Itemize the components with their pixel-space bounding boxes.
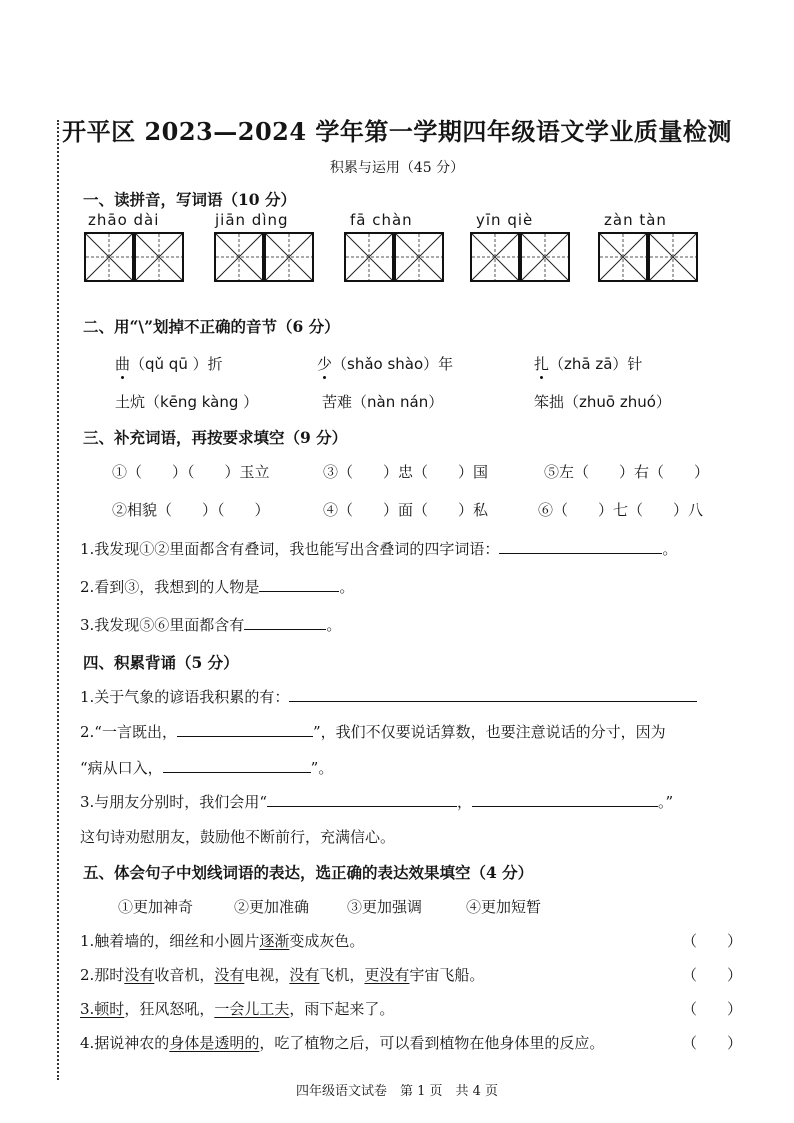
s4-q2-text-a: 2.“一言既出，	[80, 723, 177, 741]
s5-question-4	[80, 1032, 604, 1053]
section-2-heading: 二、用“\”划掉不正确的音节（6 分）	[83, 317, 340, 336]
writing-box[interactable]	[470, 232, 520, 282]
idiom-5[interactable]: ⑤左（ ）右（ ）	[544, 463, 710, 481]
section-3-heading: 三、补充词语，再按要求填空（9 分）	[83, 428, 348, 447]
s2-item-6	[534, 391, 671, 412]
s2-item-4	[115, 391, 258, 412]
writing-box[interactable]	[520, 232, 570, 282]
s3-q3-answer-blank[interactable]	[244, 615, 326, 630]
s4-q3-text-a: 3.与朋友分别时，我们会用“	[80, 793, 267, 811]
writing-box[interactable]	[344, 232, 394, 282]
s2-item-1-options[interactable]: （qǔ qū ）	[130, 355, 208, 373]
section-5-heading: 五、体会句子中划线词语的表达，选正确的表达效果填空（4 分）	[83, 863, 534, 882]
s5-q4-answer-paren[interactable]: （ ）	[682, 1034, 743, 1052]
s4-question-3	[80, 791, 673, 812]
s3-q1-answer-blank[interactable]	[499, 539, 662, 554]
s5-q2-underlined-4: 更没有	[364, 966, 410, 984]
s5-q2-underlined-2: 没有	[214, 966, 245, 984]
s5-q2-underlined-1: 没有	[124, 966, 155, 984]
s4-q2-text-c: “病从口入，	[80, 759, 163, 777]
s5-option-2: ②更加准确	[234, 898, 310, 916]
s5-q3-text-b: ，雨下起来了。	[289, 1000, 395, 1018]
s5-q2-text-a: 2.那时	[80, 966, 125, 984]
s4-q2-text-d: ”。	[310, 759, 334, 777]
s5-q4-text-a: 4.据说神农的	[80, 1034, 170, 1052]
s3-q3-text: 3.我发现⑤⑥里面都含有	[80, 616, 245, 634]
s2-item-2-post: 年	[438, 355, 454, 373]
pinyin-2: jiān dìng	[215, 211, 289, 229]
s2-item-3	[534, 353, 642, 374]
s2-item-1-post: 折	[207, 355, 223, 373]
writing-box[interactable]	[134, 232, 184, 282]
s5-q3-underlined-1: 3.顿时	[80, 1000, 125, 1018]
idiom-4[interactable]: ④（ ）面（ ）私	[323, 501, 489, 519]
s5-q3-answer-paren[interactable]: （ ）	[682, 1000, 743, 1018]
writing-box[interactable]	[264, 232, 314, 282]
s3-q1-end: 。	[662, 540, 678, 558]
s2-item-1	[115, 353, 223, 374]
s3-q1-text: 1.我发现①②里面都含有叠词，我也能写出含叠词的四字词语：	[80, 540, 500, 558]
s5-q1-underlined: 逐渐	[259, 932, 290, 950]
s4-question-2	[80, 721, 666, 742]
page-subtitle: 积累与运用（45 分）	[329, 160, 465, 176]
page-title: 开平区 2023—2024 学年第一学期四年级语文学业质量检测	[62, 117, 732, 146]
s5-q2-text-c: 电视，	[244, 966, 290, 984]
s5-question-1	[80, 930, 364, 951]
s3-q2-answer-blank[interactable]	[259, 577, 339, 592]
s3-q2-end: 。	[339, 578, 355, 596]
s4-q1-text: 1.关于气象的谚语我积累的有：	[80, 688, 290, 706]
s5-question-3	[80, 998, 394, 1019]
pinyin-3: fā chàn	[350, 211, 413, 229]
s5-q1-text-b: 变成灰色。	[289, 932, 365, 950]
writing-box[interactable]	[84, 232, 134, 282]
page-footer: 四年级语文试卷 第 1 页 共 4 页	[295, 1084, 499, 1099]
s2-item-2-options[interactable]: （shǎo shào）	[332, 355, 439, 373]
s5-option-1: ①更加神奇	[118, 898, 194, 916]
pinyin-5: zàn tàn	[604, 211, 667, 229]
s3-question-1	[80, 538, 677, 559]
s5-q4-underlined: 身体是透明的	[169, 1034, 260, 1052]
s4-question-2-cont	[80, 757, 333, 778]
idiom-6[interactable]: ⑥（ ）七（ ）八	[538, 501, 704, 519]
s5-option-4: ④更加短暂	[466, 898, 542, 916]
s5-option-3: ③更加强调	[347, 898, 423, 916]
s2-item-3-options[interactable]: （zhā zā）	[549, 355, 628, 373]
idiom-1-3[interactable]: ①（ ）（ ）玉立	[112, 463, 270, 481]
s4-q2-answer-blank-1[interactable]	[177, 722, 313, 737]
s5-q1-text-a: 1.触着墙的，细丝和小圆片	[80, 932, 260, 950]
s4-question-1	[80, 686, 697, 707]
idiom-2[interactable]: ②相貌（ ）（ ）	[112, 501, 270, 519]
s4-q3-answer-blank-1[interactable]	[267, 792, 457, 807]
s5-q2-text-d: 飞机，	[319, 966, 365, 984]
s2-item-5	[322, 391, 443, 412]
s5-q1-answer-paren[interactable]: （ ）	[682, 932, 743, 950]
s2-item-6-options[interactable]: （zhuō zhuó）	[564, 393, 671, 411]
s2-item-2-char: 少	[317, 355, 333, 373]
s3-q2-text: 2.看到③，我想到的人物是	[80, 578, 260, 596]
s3-question-3	[80, 614, 341, 635]
writing-box[interactable]	[598, 232, 648, 282]
s5-q2-underlined-3: 没有	[289, 966, 320, 984]
s4-question-3-cont: 这句诗劝慰朋友，鼓励他不断前行，充满信心。	[80, 828, 396, 846]
section-1-heading: 一、读拼音，写词语（10 分）	[83, 190, 296, 209]
s4-q3-text-c: 。”	[658, 793, 674, 811]
s5-question-2	[80, 964, 484, 985]
pinyin-1: zhāo dài	[88, 211, 160, 229]
s2-item-2	[317, 353, 453, 374]
s4-q1-answer-blank[interactable]	[289, 687, 697, 702]
s4-q3-answer-blank-2[interactable]	[472, 792, 658, 807]
writing-box[interactable]	[394, 232, 444, 282]
s2-item-6-word: 笨拙	[534, 393, 565, 411]
s2-item-3-char: 扎	[534, 355, 550, 373]
s5-q3-underlined-2: 一会儿工夫	[214, 1000, 290, 1018]
writing-box[interactable]	[648, 232, 698, 282]
s3-q3-end: 。	[326, 616, 342, 634]
idiom-3-5[interactable]: ③（ ）忠（ ）国	[323, 463, 489, 481]
s4-q3-text-b: ，	[456, 793, 472, 811]
s2-item-3-post: 针	[627, 355, 643, 373]
s3-question-2	[80, 576, 354, 597]
s5-q2-text-e: 宇宙飞船。	[409, 966, 485, 984]
binding-margin-dotted-line	[57, 120, 59, 1080]
writing-box[interactable]	[214, 232, 264, 282]
pinyin-4: yīn qiè	[476, 211, 534, 229]
s5-q2-answer-paren[interactable]: （ ）	[682, 966, 743, 984]
s5-q3-text-a: ，狂风怒吼，	[124, 1000, 215, 1018]
s2-item-5-options[interactable]: （nàn nán）	[352, 393, 444, 411]
section-4-heading: 四、积累背诵（5 分）	[83, 653, 239, 672]
s4-q2-text-b: ”，我们不仅要说话算数，也要注意说话的分寸，因为	[312, 723, 666, 741]
s5-q2-text-b: 收音机，	[154, 966, 215, 984]
s2-item-4-word: 土炕	[115, 393, 146, 411]
s2-item-1-char: 曲	[115, 355, 131, 373]
s4-q2-answer-blank-2[interactable]	[163, 758, 311, 773]
s5-q4-text-b: ，吃了植物之后，可以看到植物在他身体里的反应。	[259, 1034, 605, 1052]
s2-item-4-options[interactable]: （kēng kàng ）	[145, 393, 259, 411]
s2-item-5-word: 苦难	[322, 393, 353, 411]
